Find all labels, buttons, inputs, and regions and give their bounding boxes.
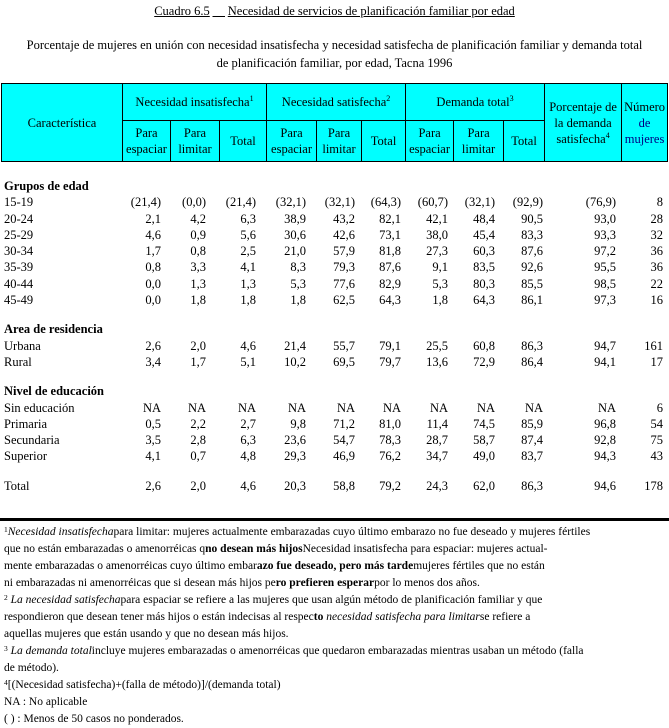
cell-value: 1,7 [190,354,206,369]
cell-value: 2,8 [190,433,206,448]
row-label: 25-29 [4,227,34,242]
cell-value: 45,4 [473,227,495,242]
cell-value: 8 [656,195,663,210]
cell-value: (32,1) [324,195,355,210]
cell-value: 62,5 [333,293,355,308]
table-row [0,400,669,416]
cell-value: (32,1) [464,195,495,210]
cell-value: 161 [644,338,663,353]
cell-value: (32,1) [275,195,306,210]
cell-value: 29,3 [284,449,306,464]
row-label: Rural [4,354,32,369]
cell-value: 32 [650,227,663,242]
footnote-4: $^4$[(Necesidad satisfecha)+(falla de método)]/(demanda total) [4,678,281,691]
table-row [0,354,669,370]
cell-value: 74,5 [473,416,495,431]
cell-value: 85,5 [521,276,543,291]
subheader-para-espaciar: Para espaciar [267,121,317,162]
cell-value: 28,7 [426,433,448,448]
cell-value: (76,9) [585,195,616,210]
cell-value: 16 [650,293,663,308]
row-label: Superior [4,449,48,464]
spacer [0,465,669,478]
cell-value: 0,9 [190,227,206,242]
cell-value: 36 [650,244,663,259]
cell-value: 73,1 [379,227,401,242]
row-label: 30-34 [4,244,34,259]
cell-value: 4,8 [240,449,256,464]
cell-value: 78,3 [379,433,401,448]
cell-value: 8,3 [290,260,306,275]
cell-value: 97,3 [594,293,616,308]
cell-value: NA [287,400,306,415]
cell-value: 1,3 [190,276,206,291]
table-subtitle [20,36,649,72]
cell-value: 6 [656,400,663,415]
table-row [0,276,669,292]
cell-value: 4,6 [145,227,161,242]
cell-value: (0,0) [182,195,206,210]
cell-value: 5,1 [240,354,256,369]
spacer [0,370,669,383]
cell-value: 21,0 [284,244,306,259]
cell-value: 3,3 [190,260,206,275]
section-header [0,383,669,399]
cell-value: 87,4 [521,433,543,448]
cell-value: NA [429,400,448,415]
cell-value: 92,8 [594,433,616,448]
cell-value: 60,3 [473,244,495,259]
subheader-para-espaciar: Para espaciar [406,121,454,162]
cell-value: 4,1 [145,449,161,464]
cell-value: 0,0 [145,293,161,308]
header-numero-mujeres: Número de mujeres [622,84,668,162]
header-demanda-total: Demanda total$^3$ [406,84,545,121]
row-label: 40-44 [4,276,34,291]
cell-value: 2,0 [190,478,206,493]
table-row [0,448,669,464]
cell-value: 2,5 [240,244,256,259]
subtitle-line-2: de planificación familiar, por edad, Tacna 1996 [216,56,453,70]
footnote-1: $^1$Necesidad insatisfechapara limitar: mujeres actualmente embarazadas cuyo último embarazo no fue deseado y mujeres fértiles [4,525,591,538]
cell-value: 58,7 [473,433,495,448]
row-label: Urbana [4,338,41,353]
cell-value: 94,6 [594,478,616,493]
row-label: Sin educación [4,400,75,415]
cell-value: 23,6 [284,433,306,448]
row-label: 35-39 [4,260,34,275]
cell-value: 83,3 [521,227,543,242]
cell-value: NA [336,400,355,415]
cell-value: 10,2 [284,354,306,369]
cell-value: 2,1 [145,211,161,226]
cell-value: 27,3 [426,244,448,259]
cell-value: 80,3 [473,276,495,291]
cell-value: 178 [644,478,663,493]
cell-value: 64,3 [473,293,495,308]
cell-value: 93,3 [594,227,616,242]
cell-value: 55,7 [333,338,355,353]
cell-value: 49,0 [473,449,495,464]
cell-value: 58,8 [333,478,355,493]
cell-value: 2,2 [190,416,206,431]
subheader-para-limitar: Para limitar [317,121,362,162]
cell-value: 76,2 [379,449,401,464]
cell-value: 83,7 [521,449,543,464]
subheader-para-limitar: Para limitar [454,121,504,162]
cell-value: 57,9 [333,244,355,259]
table-number: Cuadro 6.5 [154,4,210,18]
cell-value: (92,9) [512,195,543,210]
cell-value: 4,2 [190,211,206,226]
cell-value: 5,3 [432,276,448,291]
cell-value: 25,5 [426,338,448,353]
cell-value: 2,0 [190,338,206,353]
cell-value: 81,8 [379,244,401,259]
cell-value: 21,4 [284,338,306,353]
table-row [0,259,669,275]
table-row [0,292,669,308]
header-caracteristica: Característica [2,84,123,162]
cell-value: 90,5 [521,211,543,226]
table-row [0,338,669,354]
cell-value: 6,3 [240,211,256,226]
cell-value: 11,4 [426,416,448,431]
cell-value: 0,7 [190,449,206,464]
cell-value: 9,1 [432,260,448,275]
cell-value: 95,5 [594,260,616,275]
cell-value: 75 [650,433,663,448]
cell-value: 2,6 [145,478,161,493]
row-label: Total [4,478,30,493]
section-title: Nivel de educación [4,384,104,399]
cell-value: 94,7 [594,338,616,353]
cell-value: 1,8 [190,293,206,308]
cell-value: 98,5 [594,276,616,291]
cell-value: 87,6 [521,244,543,259]
cell-value: 3,5 [145,433,161,448]
cell-value: 42,1 [426,211,448,226]
cell-value: 69,5 [333,354,355,369]
subheader-total: Total [504,121,545,162]
cell-value: 2,6 [145,338,161,353]
cell-value: 94,3 [594,449,616,464]
cell-value: 4,6 [240,338,256,353]
cell-value: 0,8 [145,260,161,275]
table-row [0,432,669,448]
cell-value: 94,1 [594,354,616,369]
cell-value: 43,2 [333,211,355,226]
header-porcentaje-demanda-satisfecha: Porcentaje de la demanda satisfecha$^4$ [545,84,622,162]
cell-value: 17 [650,354,663,369]
row-label: 15-19 [4,195,34,210]
footnote-2: $^2$ La necesidad satisfechapara espaciar se refiere a las mujeres que usan algún método de planificación familiar y que [4,593,543,606]
table-header [1,83,668,162]
cell-value: 85,9 [521,416,543,431]
subheader-total: Total [362,121,406,162]
cell-value: 4,1 [240,260,256,275]
footnotes: $^1$Necesidad insatisfechapara limitar: mujeres actualmente embarazadas cuyo último embarazo no fue deseado y mujeres fértiles que no están embarazadas o amenorréicas qno desean más hijosNecesidad insatisfecha para espaciar: mujeres actual- mente embarazadas o amenorréicas cuyo último embarazo fue deseado, pero más tardemujeres fértiles que no están ni embarazadas ni amenorréicas que si desean más hijos pero prefieren esperarpor lo menos dos años. $^2$ La necesidad satisfechapara espaciar se refiere a las mujeres que usan algún método de planificación familiar y que respondieron que desean tener más hijos o están indecisas al respecto necesidad satisfecha para limitarse refiere a aquellas mujeres que están usando y que no desean más hijos. $^3$ La demanda totalincluye mujeres embarazadas o amenorréicas que quedaron embarazadas mientras usaban un método (falla de método). $^4$[(Necesidad satisfecha)+(falla de método)]/(demanda total) NA : No aplicable ( ) : Menos de 50 casos no ponderados. [4,524,664,728]
cell-value: NA [142,400,161,415]
cell-value: 28 [650,211,663,226]
footnote-3: $^3$ La demanda totalincluye mujeres embarazadas o amenorréicas que quedaron embarazadas mientras usaban un método (falla [4,644,584,657]
cell-value: 1,7 [145,244,161,259]
cell-value: NA [524,400,543,415]
cell-value: 30,6 [284,227,306,242]
row-label: Secundaria [4,433,60,448]
table-row [0,478,669,494]
section-title: Area de residencia [4,322,103,337]
cell-value: (21,4) [130,195,161,210]
table-bottom-rule [0,518,669,521]
subheader-para-limitar: Para limitar [171,121,220,162]
row-label: Primaria [4,416,48,431]
cell-value: NA [476,400,495,415]
cell-value: (60,7) [417,195,448,210]
cell-value: 0,5 [145,416,161,431]
section-header [0,178,669,194]
table-title-text: Necesidad de servicios de planificación familiar por edad [227,4,515,18]
cell-value: 38,0 [426,227,448,242]
cell-value: 82,9 [379,276,401,291]
table-row [0,194,669,210]
cell-value: 20,3 [284,478,306,493]
cell-value: NA [237,400,256,415]
footnote-parentheses: ( ) : Menos de 50 casos no ponderados. [4,713,184,725]
cell-value: 0,0 [145,276,161,291]
cell-value: 77,6 [333,276,355,291]
cell-value: 13,6 [426,354,448,369]
cell-value: 46,9 [333,449,355,464]
cell-value: 24,3 [426,478,448,493]
cell-value: 86,3 [521,338,543,353]
cell-value: 60,8 [473,338,495,353]
section-title: Grupos de edad [4,179,89,193]
cell-value: 1,8 [432,293,448,308]
cell-value: NA [382,400,401,415]
cell-value: 82,1 [379,211,401,226]
cell-value: 34,7 [426,449,448,464]
cell-value: 22 [650,276,663,291]
cell-value: 48,4 [473,211,495,226]
cell-value: 43 [650,449,663,464]
subheader-para-espaciar: Para espaciar [123,121,171,162]
subheader-total: Total [220,121,267,162]
table-row [0,243,669,259]
header-necesidad-satisfecha: Necesidad satisfecha$^2$ [267,84,406,121]
cell-value: 83,5 [473,260,495,275]
cell-value: 0,8 [190,244,206,259]
cell-value: 93,0 [594,211,616,226]
cell-value: 42,6 [333,227,355,242]
table-row [0,227,669,243]
cell-value: 79,1 [379,338,401,353]
table-row [0,211,669,227]
row-label: 20-24 [4,211,34,226]
cell-value: 86,1 [521,293,543,308]
cell-value: 5,3 [290,276,306,291]
cell-value: 2,7 [240,416,256,431]
cell-value: 79,7 [379,354,401,369]
cell-value: 54 [650,416,663,431]
row-label: 45-49 [4,293,34,308]
cell-value: 86,3 [521,478,543,493]
section-header [0,321,669,337]
cell-value: 79,2 [379,478,401,493]
spacer [0,308,669,321]
cell-value: NA [597,400,616,415]
cell-value: 1,3 [240,276,256,291]
cell-value: 71,2 [333,416,355,431]
cell-value: 96,8 [594,416,616,431]
footnote-na: NA : No aplicable [4,696,88,708]
cell-value: 36 [650,260,663,275]
cell-value: 9,8 [290,416,306,431]
cell-value: 87,6 [379,260,401,275]
cell-value: NA [187,400,206,415]
cell-value: 1,8 [240,293,256,308]
cell-value: 97,2 [594,244,616,259]
cell-value: 38,9 [284,211,306,226]
table-body [0,178,669,494]
cell-value: 64,3 [379,293,401,308]
table-title [0,4,669,19]
cell-value: 92,6 [521,260,543,275]
cell-value: 79,3 [333,260,355,275]
cell-value: 62,0 [473,478,495,493]
table-row [0,416,669,432]
cell-value: (21,4) [225,195,256,210]
cell-value: 4,6 [240,478,256,493]
cell-value: 6,3 [240,433,256,448]
cell-value: 54,7 [333,433,355,448]
cell-value: 3,4 [145,354,161,369]
header-necesidad-insatisfecha: Necesidad insatisfecha$^1$ [123,84,267,121]
cell-value: 81,0 [379,416,401,431]
cell-value: 72,9 [473,354,495,369]
subtitle-line-1: Porcentaje de mujeres en unión con necesidad insatisfecha y necesidad satisfecha de planificación familiar y demanda total [26,38,643,52]
cell-value: 5,6 [240,227,256,242]
cell-value: 1,8 [290,293,306,308]
cell-value: (64,3) [370,195,401,210]
cell-value: 86,4 [521,354,543,369]
